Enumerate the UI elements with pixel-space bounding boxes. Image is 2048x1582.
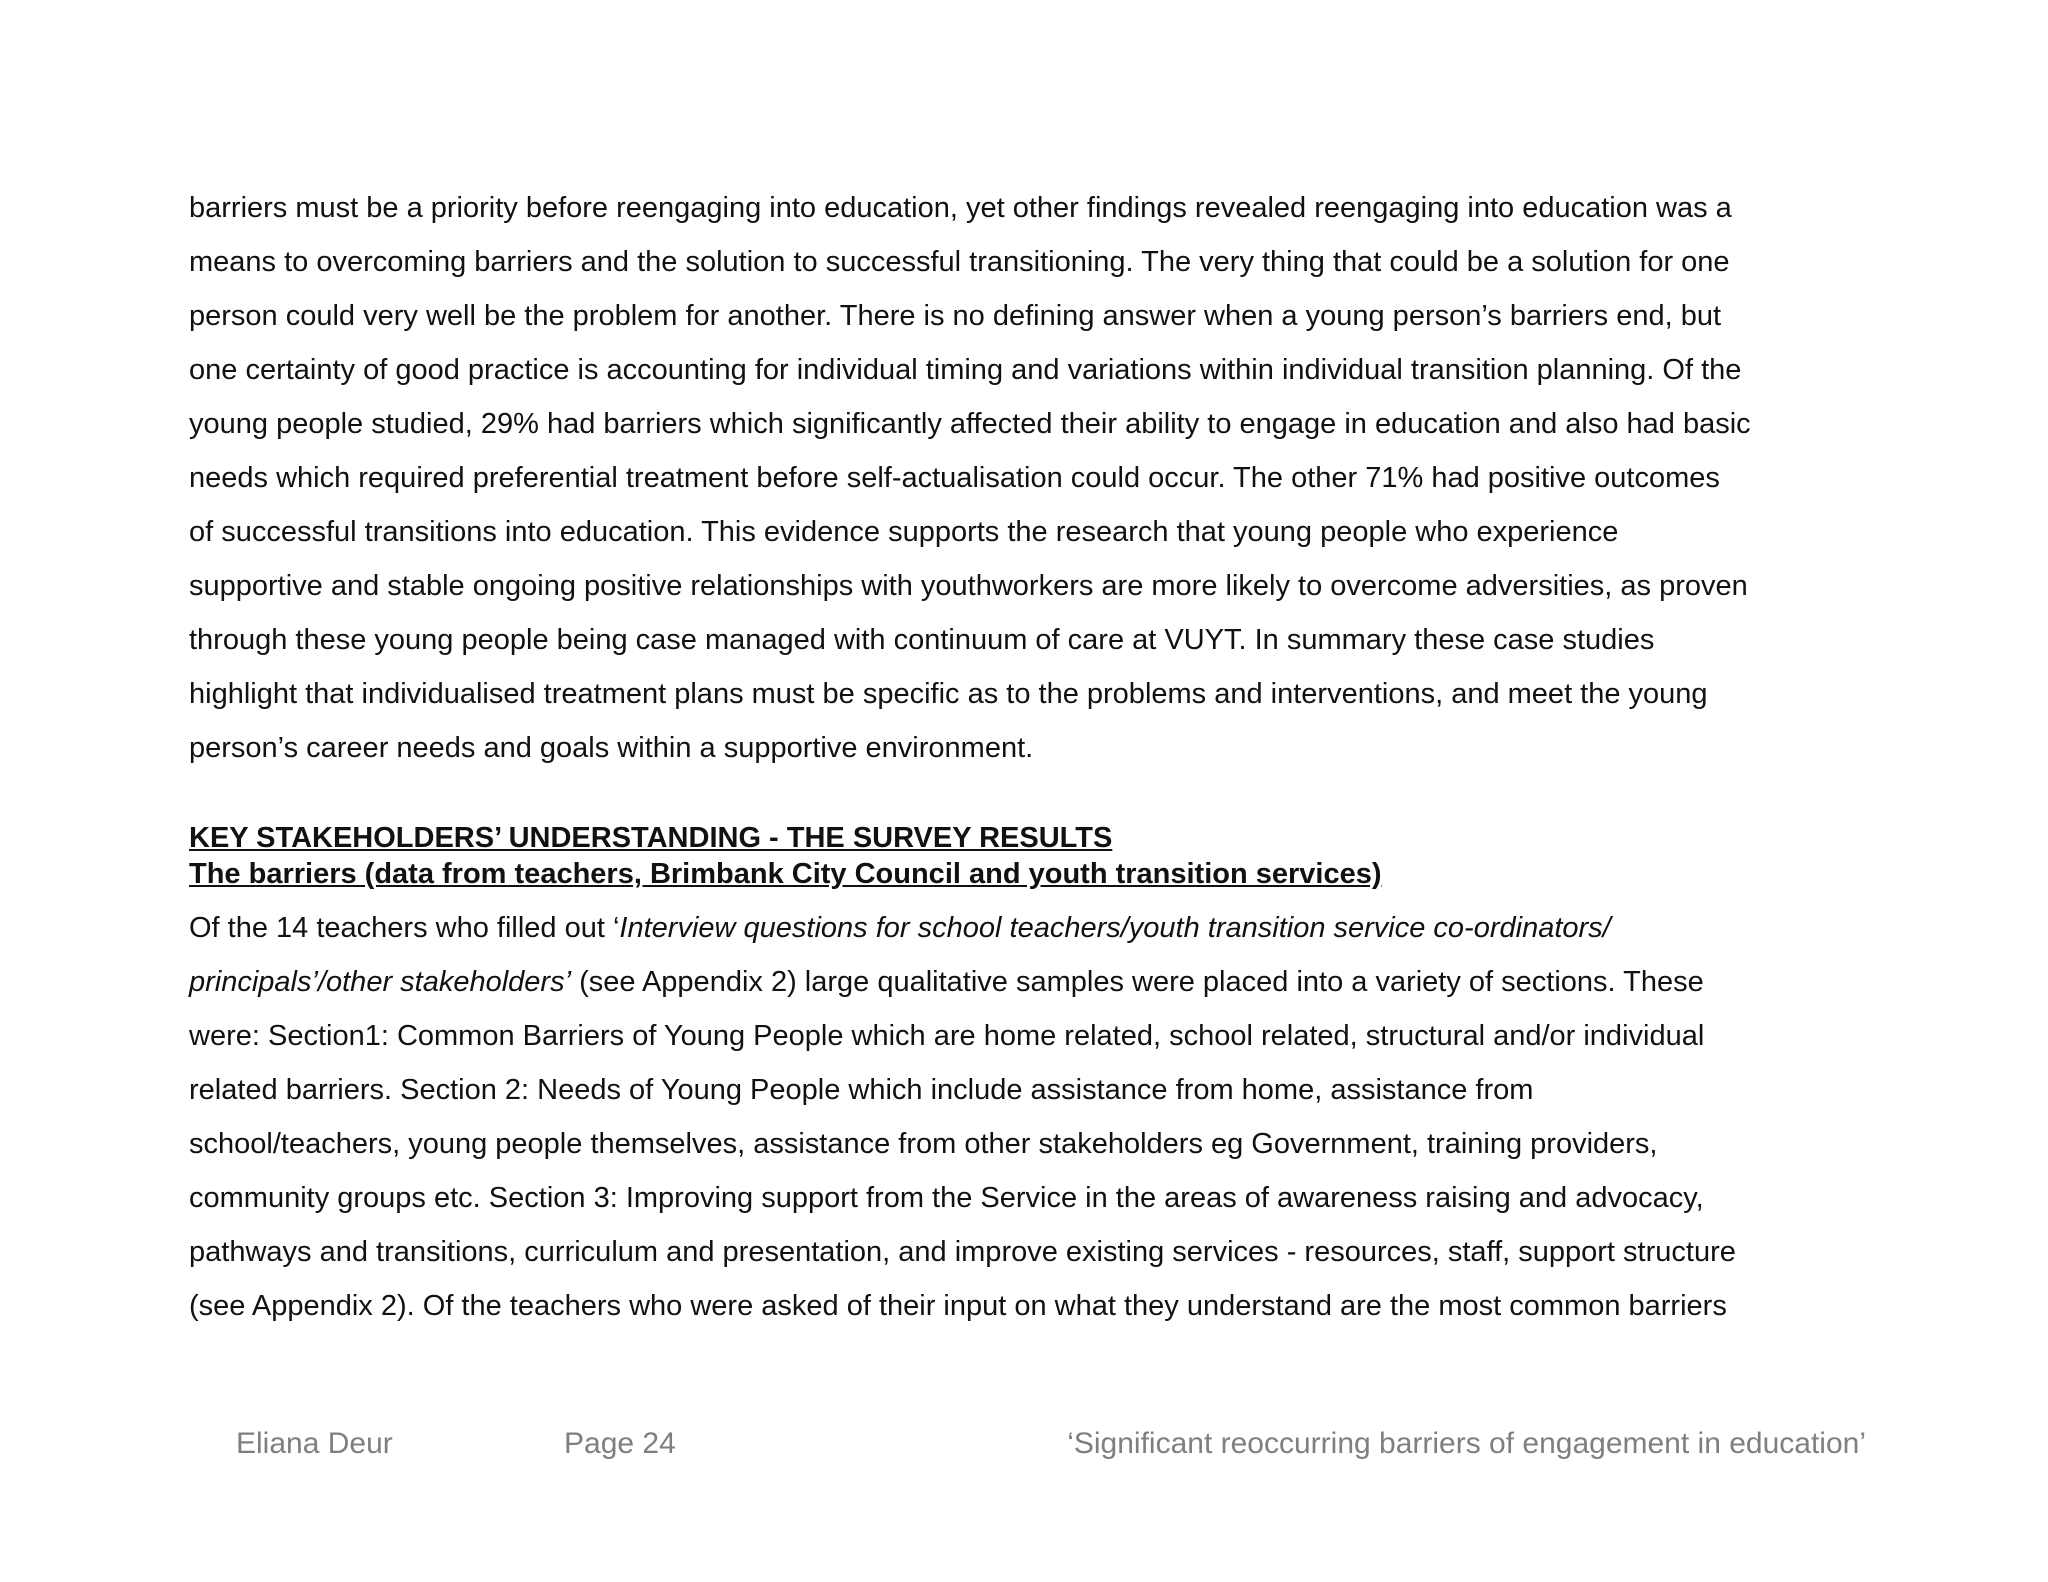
paragraph-line: barriers must be a priority before reengaging into education, yet other findings revealed reengaging into education was a: [189, 192, 1732, 224]
section-heading-block: [189, 820, 1889, 892]
paragraph-1: [189, 181, 1889, 775]
paragraph-line: were: Section1: Common Barriers of Young People which are home related, school related, structural and/or individual: [189, 1020, 1705, 1052]
footer-page-number: Page 24: [564, 1427, 676, 1460]
paragraph-line: community groups etc. Section 3: Improving support from the Service in the areas of awareness raising and advocacy,: [189, 1182, 1704, 1214]
paragraph-text: Of the 14 teachers who filled out ‘: [189, 912, 620, 944]
paragraph-line: [189, 955, 1889, 1009]
paragraph-line: person’s career needs and goals within a supportive environment.: [189, 732, 1034, 764]
paragraph-2: [189, 901, 1889, 1333]
paragraph-line: related barriers. Section 2: Needs of Young People which include assistance from home, assistance from: [189, 1074, 1534, 1106]
paragraph-line: one certainty of good practice is accounting for individual timing and variations within individual transition planning. Of the: [189, 354, 1742, 386]
paragraph-line: means to overcoming barriers and the solution to successful transitioning. The very thing that could be a solution for one: [189, 246, 1730, 278]
paragraph-line: highlight that individualised treatment plans must be specific as to the problems and interventions, and meet the young: [189, 678, 1708, 710]
paragraph-line: school/teachers, young people themselves, assistance from other stakeholders eg Government, training providers,: [189, 1128, 1658, 1160]
survey-title-italic: Interview questions for school teachers/youth transition service co-ordinators/: [619, 912, 1611, 944]
paragraph-line: young people studied, 29% had barriers which significantly affected their ability to engage in education and also had basic: [189, 408, 1751, 440]
survey-title-italic: principals’/other stakeholders’: [189, 966, 572, 998]
sub-heading: The barriers (data from teachers, Brimbank City Council and youth transition services): [189, 858, 1382, 890]
paragraph-line: supportive and stable ongoing positive relationships with youthworkers are more likely to overcome adversities, as proven: [189, 570, 1748, 602]
paragraph-text: (see Appendix 2) large qualitative samples were placed into a variety of sections. These: [571, 966, 1704, 998]
paragraph-line: needs which required preferential treatment before self-actualisation could occur. The other 71% had positive outcomes: [189, 462, 1720, 494]
footer-document-title: ‘Significant reoccurring barriers of engagement in education’: [1067, 1427, 1866, 1460]
paragraph-line: through these young people being case managed with continuum of care at VUYT. In summary these case studies: [189, 624, 1655, 656]
paragraph-line: pathways and transitions, curriculum and presentation, and improve existing services - resources, staff, support structure: [189, 1236, 1736, 1268]
paragraph-line: (see Appendix 2). Of the teachers who were asked of their input on what they understand are the most common barriers: [189, 1290, 1727, 1322]
footer-author: Eliana Deur: [236, 1427, 393, 1460]
paragraph-line: of successful transitions into education. This evidence supports the research that young people who experience: [189, 516, 1619, 548]
section-heading: KEY STAKEHOLDERS’ UNDERSTANDING - THE SURVEY RESULTS: [189, 822, 1113, 854]
paragraph-line: person could very well be the problem for another. There is no defining answer when a young person’s barriers end, but: [189, 300, 1722, 332]
paragraph-line: [189, 901, 1889, 955]
